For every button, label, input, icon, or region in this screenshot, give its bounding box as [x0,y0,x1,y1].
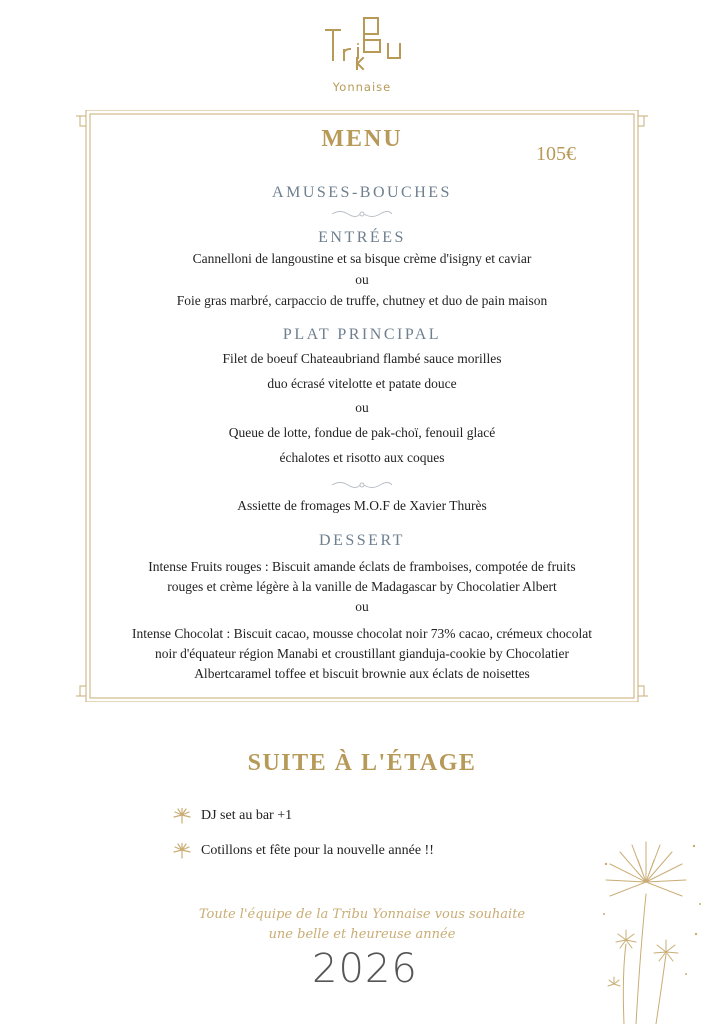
section-entrees: ENTRÉES [318,229,406,246]
wish-line: une belle et heureuse année [268,927,456,942]
section-amuses-bouches: AMUSES-BOUCHES [272,184,452,201]
dessert-item [90,624,634,684]
year: 2026 [312,946,418,992]
plat-item: échalotes et risotto aux coques [279,450,445,465]
dessert-or: ou [355,599,369,614]
suite-bullet-text: Cotillons et fête pour la nouvelle année !! [201,843,434,858]
palm-fan-icon [172,843,192,859]
logo [312,14,412,94]
dessert-line: Albertcaramel toffee et biscuit brownie aux éclats de noisettes [194,666,530,681]
logo-mark-icon [312,14,412,80]
menu-title: MENU [321,126,403,152]
dessert-line: noir d'équateur région Manabi et croustillant gianduja-cookie by Chocolatier [154,646,570,661]
fromage-item: Assiette de fromages M.O.F de Xavier Thurès [237,498,487,513]
entree-item: Foie gras marbré, carpaccio de truffe, chutney et duo de pain maison [176,293,548,308]
logo-wordmark: Yonnaise [332,80,392,94]
suite-bullet-text: DJ set au bar +1 [201,808,293,823]
wish-text [140,905,584,945]
suite-bullet [172,808,292,824]
suite-title: SUITE À L'ÉTAGE [247,750,477,776]
plat-item: Queue de lotte, fondue de pak-choï, fenouil glacé [228,425,496,440]
entree-or: ou [355,272,369,287]
dessert-line: Intense Fruits rouges : Biscuit amande éclats de framboises, compotée de fruits [148,559,576,574]
dessert-item [90,557,634,597]
menu-price: 105€ [536,143,576,165]
section-dessert: DESSERT [319,532,405,549]
entree-item: Cannelloni de langoustine et sa bisque crème d'isigny et caviar [192,251,532,266]
wish-line: Toute l'équipe de la Tribu Yonnaise vous souhaite [198,907,526,922]
divider-ornament-icon [330,208,394,220]
dessert-line: Intense Chocolat : Biscuit cacao, mousse chocolat noir 73% cacao, crémeux chocolat [132,626,592,641]
fireworks-icon [596,834,714,1024]
plat-item: Filet de boeuf Chateaubriand flambé sauce morilles [222,351,502,366]
section-plat-principal: PLAT PRINCIPAL [282,326,442,343]
plat-or: ou [355,400,369,415]
suite-bullet [172,843,434,859]
plat-item: duo écrasé vitelotte et patate douce [267,376,457,391]
dessert-line: rouges et crème légère à la vanille de Madagascar by Chocolatier Albert [167,579,557,594]
divider-ornament-icon [330,479,394,491]
palm-fan-icon [172,808,192,824]
